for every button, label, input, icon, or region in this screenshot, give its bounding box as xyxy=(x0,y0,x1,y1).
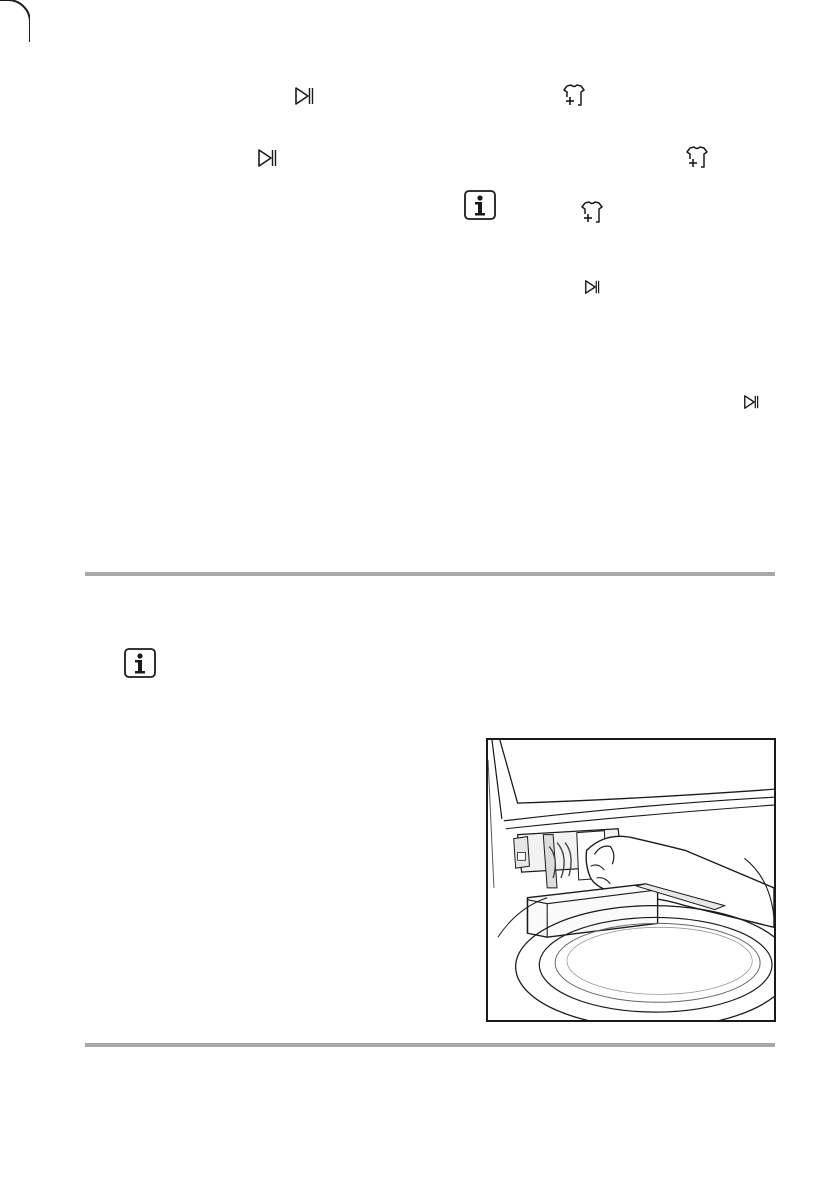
add-garment-icon xyxy=(686,146,708,168)
add-garment-icon xyxy=(581,201,603,223)
illustration-drawing xyxy=(488,740,774,1020)
start-pause-icon xyxy=(294,87,314,105)
crop-mark xyxy=(0,0,30,42)
start-pause-icon xyxy=(743,395,759,409)
section-divider xyxy=(85,1043,775,1047)
start-pause-icon xyxy=(257,149,277,167)
section-divider xyxy=(85,572,775,576)
info-icon xyxy=(464,190,496,220)
add-garment-icon xyxy=(563,84,585,106)
info-icon xyxy=(124,648,156,678)
start-pause-icon xyxy=(584,280,600,294)
detergent-drawer-illustration xyxy=(486,738,776,1022)
